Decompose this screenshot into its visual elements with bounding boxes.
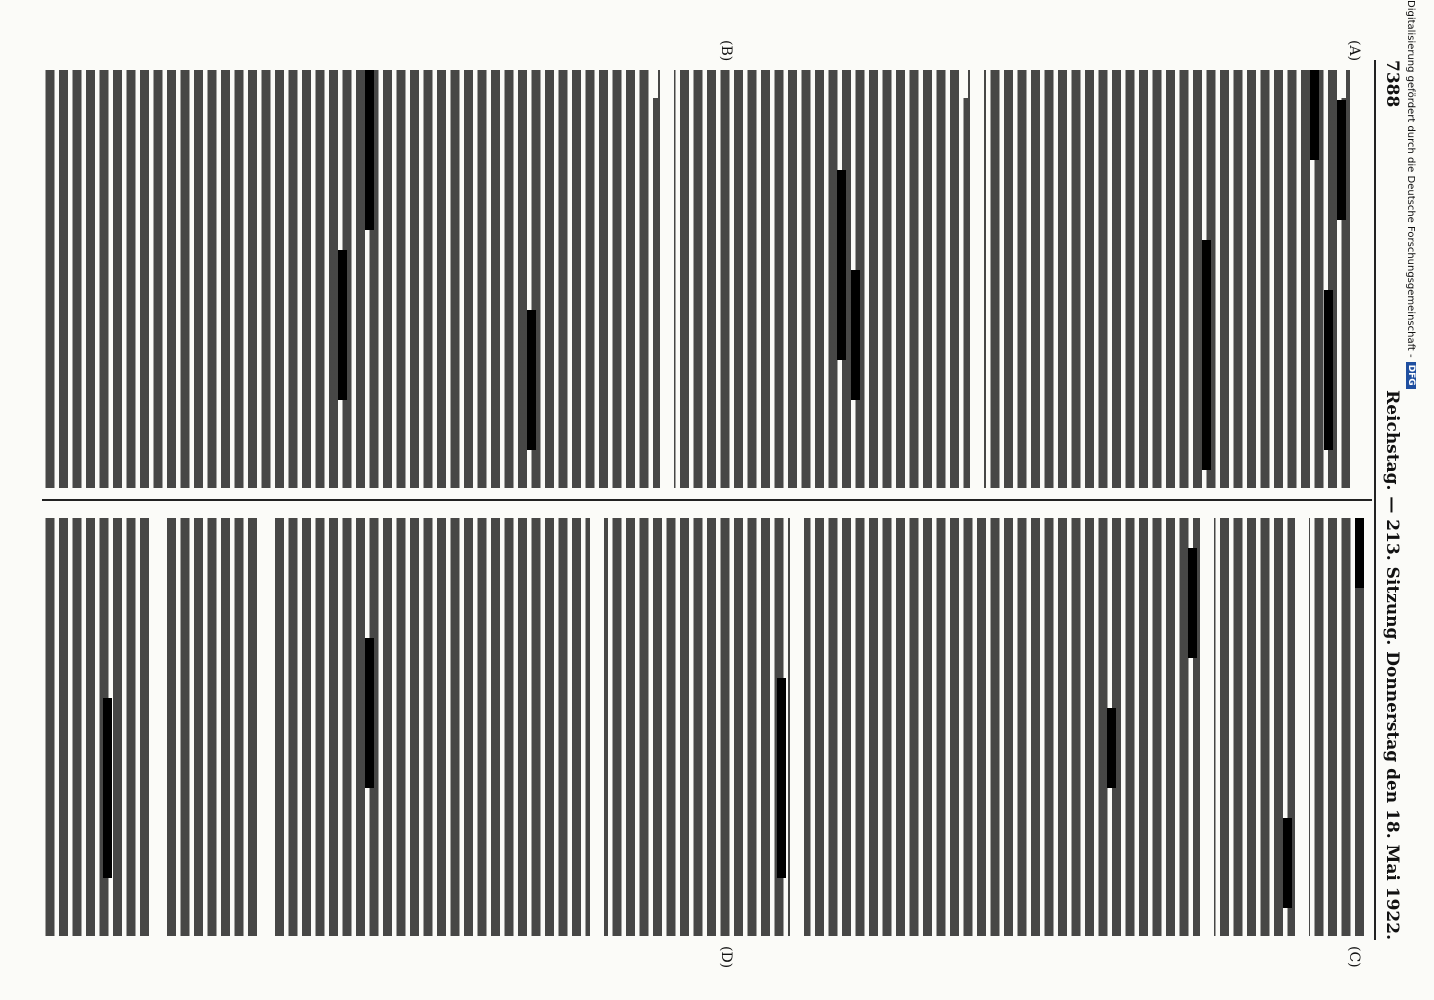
margin-marker-b: (B) <box>718 40 734 62</box>
column-divider <box>42 499 1372 501</box>
margin-marker-a: (A) <box>1346 40 1362 62</box>
text-column-right <box>44 518 1364 936</box>
dfg-logo: DFG <box>1406 362 1416 389</box>
credit-text: Digitalisierung gefördert durch die Deutsche Forschungsgemeinschaft - <box>1405 0 1417 358</box>
text-lines <box>44 518 1364 936</box>
header-rule <box>1374 60 1376 940</box>
text-lines <box>44 70 1364 488</box>
page-number: 7388 <box>1382 60 1402 108</box>
page-title: Reichstag. — 213. Sitzung. Donnerstag den 18. Mai 1922. <box>1382 390 1402 940</box>
margin-marker-c: (C) <box>1346 946 1362 968</box>
text-column-left <box>44 70 1364 488</box>
footer-credit <box>1400 0 1422 1000</box>
margin-marker-d: (D) <box>718 946 734 969</box>
